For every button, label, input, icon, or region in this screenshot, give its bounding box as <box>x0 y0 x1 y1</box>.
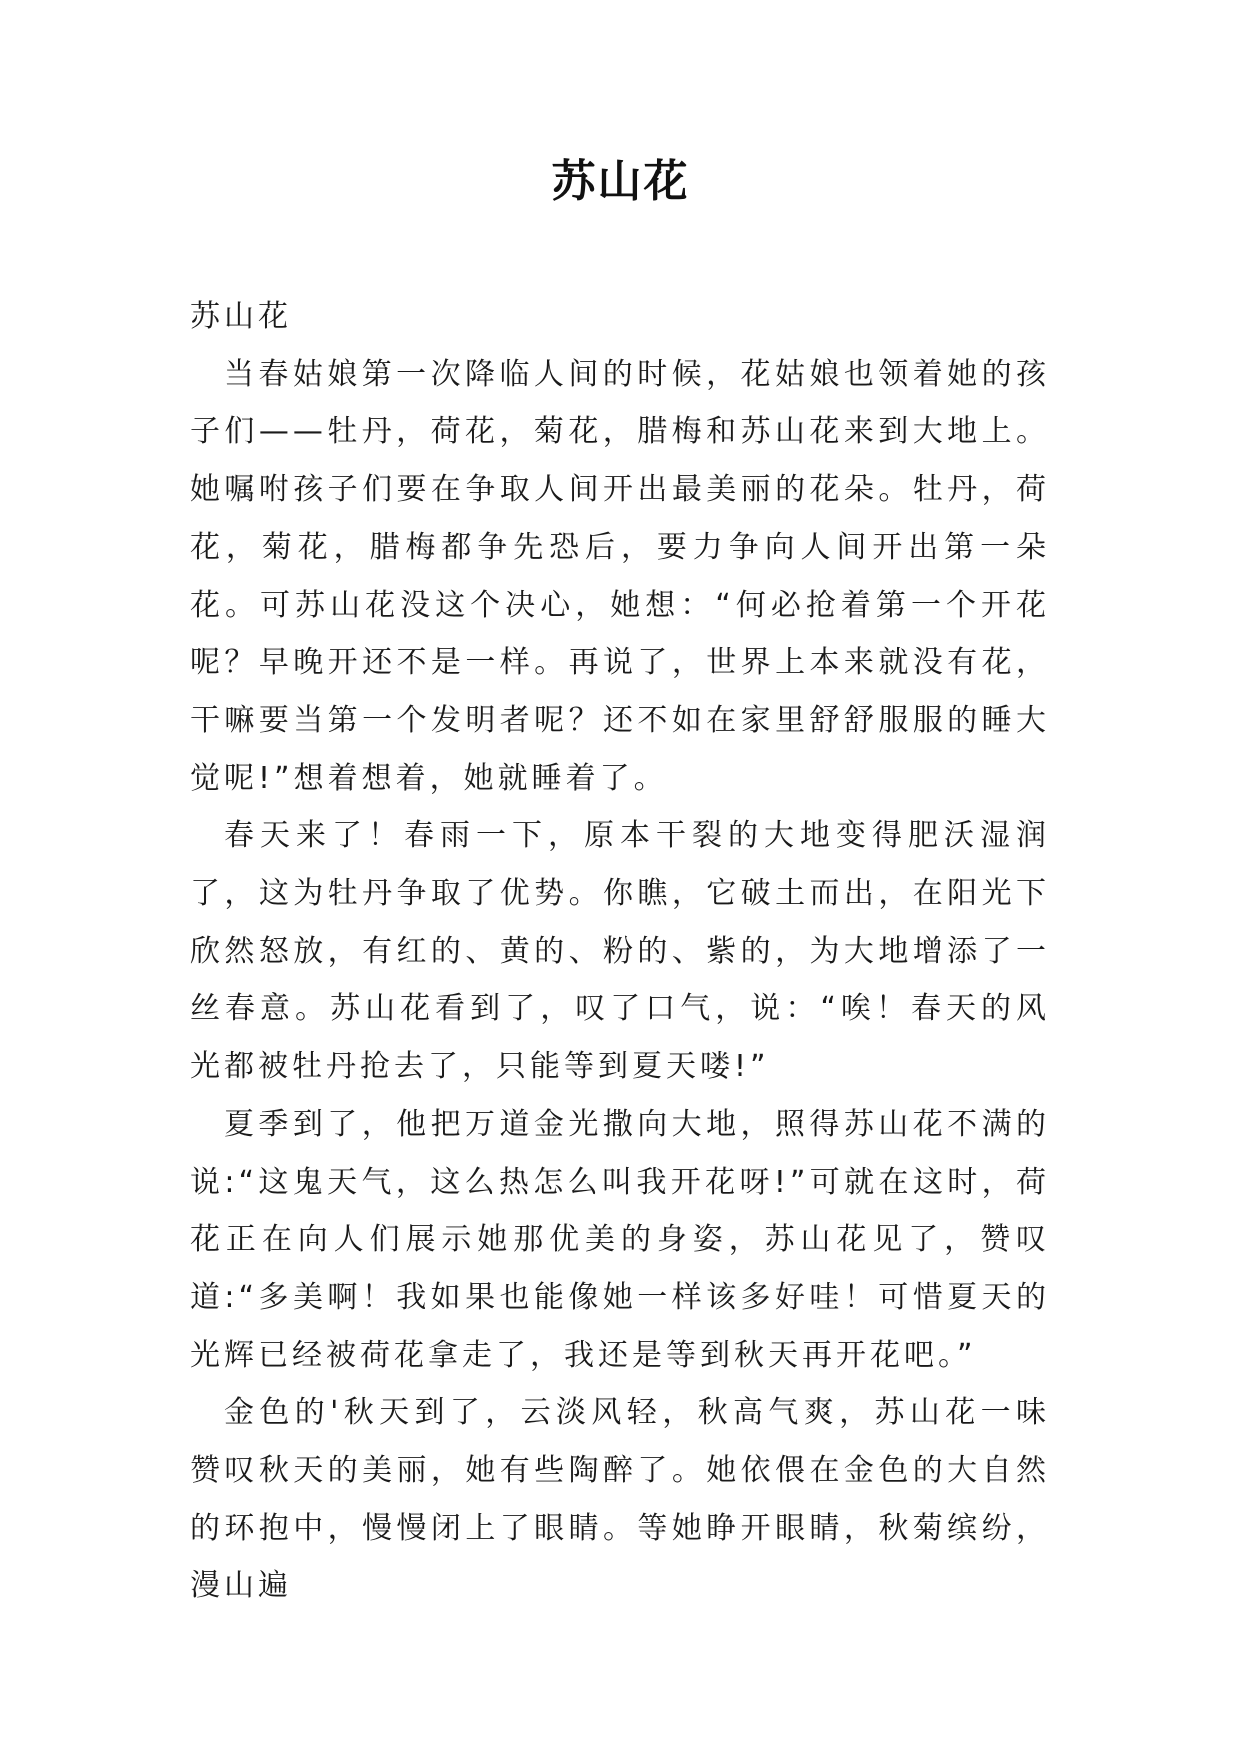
paragraph-4: 金色的'秋天到了，云淡风轻，秋高气爽，苏山花一味赞叹秋天的美丽，她有些陶醉了。她依偎在金色的大自然的环抱中，慢慢闭上了眼睛。等她睁开眼睛，秋菊缤纷，漫山遍 <box>190 1395 1050 1604</box>
paragraph-3: 夏季到了，他把万道金光撒向大地，照得苏山花不满的说:“这鬼天气，这么热怎么叫我开花呀!”可就在这时，荷花正在向人们展示她那优美的身姿，苏山花见了，赞叹道:“多美啊！我如果也能像她一样该多好哇！可惜夏天的光辉已经被荷花拿走了，我还是等到秋天再开花吧。” <box>190 1106 1050 1373</box>
document-title: 苏山花 <box>551 156 690 207</box>
document-subtitle: 苏山花 <box>190 299 292 334</box>
paragraph-1: 当春姑娘第一次降临人间的时候，花姑娘也领着她的孩子们——牡丹，荷花，菊花，腊梅和苏山花来到大地上。她嘱咐孩子们要在争取人间开出最美丽的花朵。牡丹，荷花，菊花，腊梅都争先恐后，要力争向人间开出第一朵花。可苏山花没这个决心，她想：“何必抢着第一个开花呢？早晚开还不是一样。再说了，世界上本来就没有花，干嘛要当第一个发明者呢？还不如在家里舒舒服服的睡大觉呢!”想着想着，她就睡着了。 <box>190 356 1050 796</box>
document-body <box>190 288 1050 1615</box>
paragraph-2: 春天来了！春雨一下，原本干裂的大地变得肥沃湿润了，这为牡丹争取了优势。你瞧，它破土而出，在阳光下欣然怒放，有红的、黄的、粉的、紫的，为大地增添了一丝春意。苏山花看到了，叹了口气，说：“唉！春天的风光都被牡丹抢去了，只能等到夏天喽!” <box>190 818 1050 1085</box>
